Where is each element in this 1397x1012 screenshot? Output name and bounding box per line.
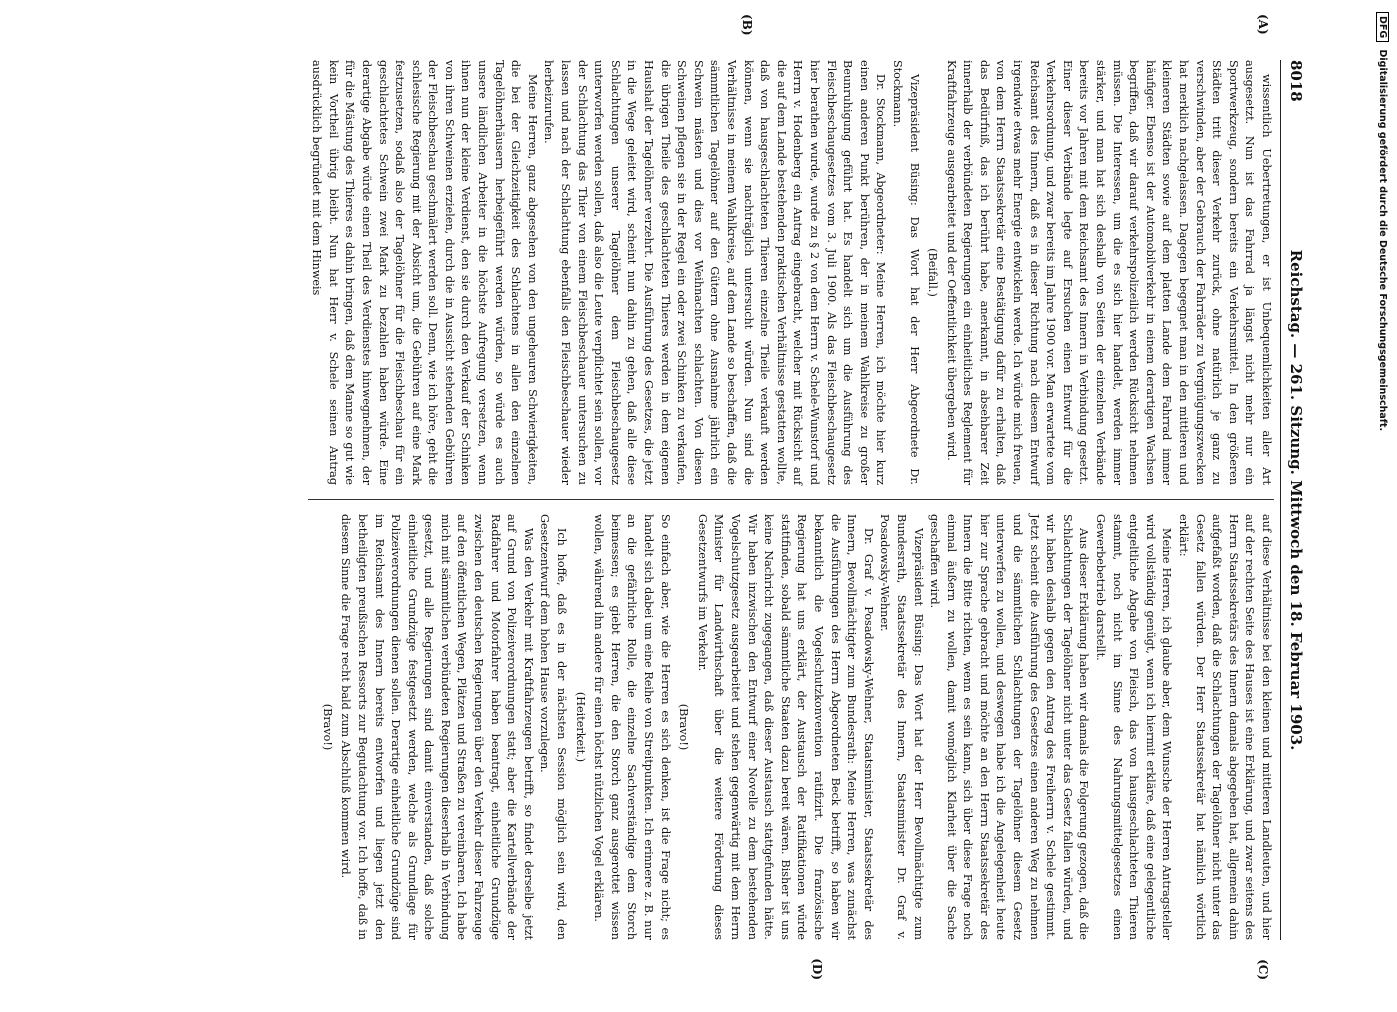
credit-text: Digitalisierung gefördert durch die Deutsche Forschungsgemeinschaft.	[1377, 49, 1388, 432]
margin-marker-c: (C)	[1256, 959, 1270, 980]
margin-marker-b: (B)	[740, 14, 754, 36]
page-number: 8018	[1287, 60, 1305, 102]
right-column-paragraph: Ich hoffe, daß es in der nächsten Session möglich sein wird, den Gesetzentwurf dem hohen Hause vorzulegen.	[538, 514, 569, 940]
right-column-paragraph: Meine Herren, ich glaube aber, dem Wunsche der Herren Antragsteller wird vollständig genügt, wenn ich hiermit erkläre, daß eine gelegentliche entgeltliche Abgabe von Fleisch, das von hausgeschlachteten Thieren stammt, noch nicht im Sinne des Nahrungsmittelgesetzes einen Gewerbebetrieb darstellt.	[1094, 514, 1174, 940]
right-column-paragraph: So einfach aber, wie die Herren es sich denken, ist die Frage nicht; es handelt sich dabei um eine Reihe von Streitpunkten. Ich erinnere z. B. nur an die gefährliche Rolle, die einzelne Sachverständige dem Storch beimessen; es giebt Herren, die den Storch ganz ausgerottet wissen wollen, während ihn andere für einen höchst nützlichen Vogel erklären.	[592, 514, 672, 940]
left-column-paragraph: Dr. Stockmann, Abgeordneter: Meine Herren, ich möchte hier kurz einen anderen Punkt berühren, der in meinem Wahlkreise zu großer Beunruhigung geführt hat. Es handelt sich um die Ausführung des Fleischbeschaugesetzes vom 3. Juli 1900. Als das Fleischbeschaugesetz hier berathen wurde, wurde zu § 2 von dem Herrn v. Schele-Wunstorf und Herrn v. Hodenberg ein Antrag eingebracht, welcher mit Rücksicht auf die auf dem Lande bestehenden praktischen Verhältnisse gestatten wollte, daß von hausgeschlachteten Thieren einzelne Theile verkauft werden können, wenn sie nachträglich untersucht würden. Nun sind die Verhältnisse in meinem Wahlkreise, auf dem Lande so beschaffen, daß die sämmtlichen Tagelöhner auf den Gütern ohne Ausnahme jährlich ein Schwein mästen und dies vor Weihnachten schlachten. Von diesen Schweinen pflegen sie in der Regel ein oder zwei Schinken zu verkaufen, die übrigen Theile des geschlachteten Thieres werden in dem eigenen Haushalt der Tagelöhner verzehrt. Die Ausführung des Gesetzes, die jetzt in die Wege geleitet wird, scheint nun dahin zu gehen, daß alle diese Schlachtungen unserer Tagelöhner dem Fleischbeschaugesetz unterworfen werden sollen, daß also die Leute verpflichtet sein sollen, vor der Schlachtung das Thier von einem Fleischbeschauer untersuchen zu lassen und nach der Schlachtung ebenfalls den Fleischbeschauer wieder herbeizurufen.	[542, 60, 888, 485]
left-column-paragraph: (Beifall.)	[926, 248, 940, 297]
right-column-paragraph: Dr. Graf v. Posadowsky-Wehner, Staatsminister, Staatssekretär des Innern, Bevollmächtigter zum Bundesrath: Meine Herren, was zunächst die Ausführungen des Herrn Abgeordneten Beck betrifft, so haben wir bekanntlich die Vogelschutzkonvention ratifizirt. Die französische Regierung hat uns erklärt, der Austausch der Ratifikationen würde stattfinden, sobald sämmtliche Staaten dazu bereit wären. Bisher ist uns keine Nachricht zugegangen, daß dieser Austausch stattgefunden hätte. Wir haben inzwischen den Entwurf einer Novelle zu dem bestehenden Vogelschutzgesetz ausgearbeitet und stehen gegenwärtig mit dem Herrn Minister für Landwirthschaft über die weitere Förderung dieses Gesetzentwurfs im Verkehr.	[695, 514, 875, 940]
right-column-paragraph: (Heiterkeit.)	[573, 691, 587, 763]
page-title: Reichstag. — 261. Sitzung. Mittwoch den 18. Februar 1903.	[1287, 249, 1305, 751]
left-column-paragraph: Vizepräsident Büsing: Das Wort hat der Herr Abgeordnete Dr. Stockmann.	[890, 60, 921, 485]
page-header	[1280, 60, 1311, 940]
right-column	[308, 500, 1274, 940]
dfg-logo: DFG	[1376, 12, 1389, 42]
right-column-paragraph: (Bravo!)	[320, 703, 334, 751]
left-column-paragraph: Meine Herren, ganz abgesehen von den ungeheuren Schwierigkeiten, die bei der Gleichzeitigkeit des Schlachtens in allen den einzelnen Tagelöhnerhäusern herbeigeführt werden würden, so würde es auch unsere ländlichen Arbeiter in die höchste Aufregung versetzen, wenn ihnen nun der kleine Verdienst, den sie durch den Verkauf der Schinken von ihren Schweinen erzielen, durch die in Aussicht stehenden Gebühren der Fleischbeschau geschmälert werden soll. Denn, wie ich höre, geht die schlesische Regierung mit der Absicht um, die Gebühren auf eine Mark festzusetzen, sodaß also der Tagelöhner für die Fleischbeschau für ein geschlachtetes Schwein zwei Mark zu bezahlen haben würde. Eine derartige Abgabe würde einen Theil des Verdienstes hinwegnehmen, der für die Mästung des Thieres es dahin bringen, daß dem Manne so gut wie kein Vortheil übrig bleibt. Nun hat Herr v. Schele seinen Antrag ausdrücklich begründet mit dem Hinweis	[310, 60, 539, 485]
right-column-paragraph: Aus dieser Erklärung haben wir damals die Folgerung gezogen, daß die Schlachtungen der Tagelöhner nicht unter das Gesetz fallen würden, und wir haben deshalb gegen den Antrag des Freiherrn v. Schele gestimmt. Jetzt scheint die Ausführung des Gesetzes einen anderen Weg zu nehmen und die sämmtlichen Schlachtungen der Tagelöhner diesem Gesetz unterwerfen zu wollen, und deswegen habe ich die Angelegenheit heute hier zur Sprache gebracht und möchte an den Herrn Staatssekretär des Innern die Bitte richten, wenn es sein kann, sich über diese Frage noch einmal äußern zu wollen, damit womöglich Klarheit über die Sache geschaffen wird.	[928, 514, 1091, 940]
right-column-paragraph: (Bravo!)	[677, 703, 691, 751]
left-column	[308, 60, 1274, 500]
margin-marker-a: (A)	[1256, 14, 1270, 35]
margin-marker-d: (D)	[810, 958, 824, 980]
digitization-credit	[1371, 0, 1393, 1000]
right-column-paragraph: Was den Verkehr mit Kraftfahrzeugen betrifft, so findet derselbe jetzt auf Grund von Polizeiverordnungen statt; aber die Kartellverbände der Radfahrer und Motorfahrer haben beantragt, einheitliche Grundzüge zwischen den deutschen Regierungen über den Verkehr dieser Fahrzeuge auf den öffentlichen Wegen, Plätzen und Straßen zu vereinbaren. Ich habe mich mit sämmtlichen verbündeten Regierungen dieserhalb in Verbindung gesetzt, und alle Regierungen sind damit einverstanden, daß solche einheitliche Grundzüge festgesetzt werden, welche als Grundlage für Polizeiverordnungen dienen sollen. Derartige einheitliche Grundzüge sind im Reichsamt des Innern bereits entworfen und liegen jetzt den betheiligten preußischen Ressorts zur Begutachtung vor. Ich hoffe, daß in diesem Sinne die Frage recht bald zum Abschluß kommen wird.	[339, 514, 535, 940]
right-column-paragraph: Vizepräsident Büsing: Das Wort hat der Herr Bevollmächtigte zum Bundesrath, Staatssekretär des Innern, Staatsminister Dr. Graf v. Posadowsky-Wehner.	[878, 514, 925, 940]
text-columns	[308, 14, 1274, 980]
left-column-paragraph: wissentlich Uebertretungen, er ist Unbequemlichkeiten aller Art ausgesetzt. Nun ist das Fahrrad ja längst nicht mehr nur ein Sportwerkzeug, sondern bereits ein Verkehrsmittel. In den größeren Städten tritt dieser Verkehr zurück, ohne natürlich je ganz zu verschwinden, aber der Gebrauch der Fahrräder zu Vergnügungszwecken hat merklich nachgelassen. Dagegen begegnet man in den mittleren und kleineren Städten sowie auf dem platten Lande dem Fahrrad immer häufiger. Ebenso ist der Automobilverkehr in einem derartigen Wachsen begriffen, daß wir darauf verkehrspolizeilich werden Rücksicht nehmen müssen. Die Interessen, um die es sich hier handelt, werden immer stärker, und man hat sich deshalb von Seiten der einzelnen Verbände bereits vor Jahren mit dem Reichsamt des Innern in Verbindung gesetzt. Einer dieser Verbände legte auf Ersuchen einen Entwurf für die Verkehrsordnung, und zwar bereits im Jahre 1900 vor. Man erwartete vom Reichsamt des Innern, daß es in dieser Richtung nach diesem Entwurf irgendwie etwas mehr Energie entwickeln werde. Ich würde mich freuen, von dem Herrn Staatssekretär eine Bestätigung dafür zu erhalten, daß das Bedürfniß, das ich berührt habe, anerkannt, in absehbarer Zeit innerhalb der verbündeten Regierungen ein einheitliches Reglement für Kraftfahrzeuge ausgearbeitet und der Oeffentlichkeit übergeben wird.	[944, 60, 1273, 485]
right-column-paragraph: auf diese Verhältnisse bei den kleinen und mittleren Landleuten, und hier auf der rechten Seite des Hauses ist eine Erklärung, und zwar seitens des Herrn Staatssekretärs des Innern damals abgegeben hat, allgemein dahin aufgefaßt worden, daß die Schlachtungen der Tagelöhner nicht unter das Gesetz fallen würden. Der Herr Staatssekretär hat nämlich wörtlich erklärt:	[1177, 514, 1273, 940]
